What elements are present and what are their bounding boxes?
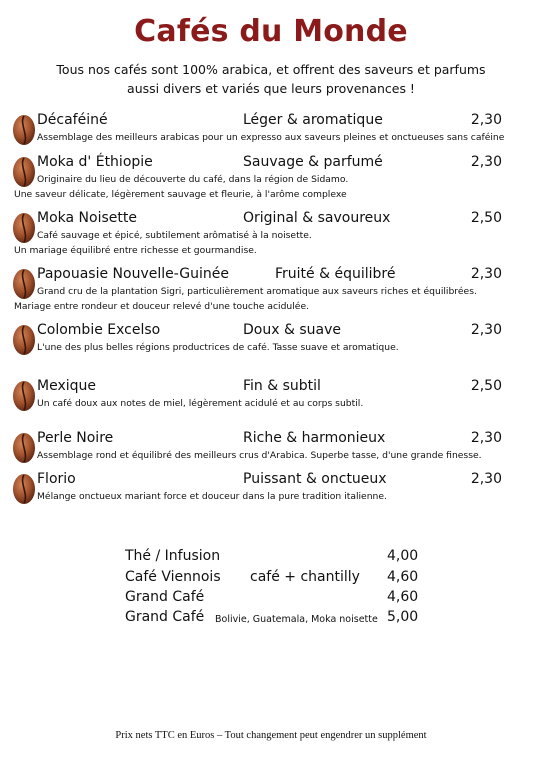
coffee-description: Assemblage des meilleurs arabicas pour un expresso aux saveurs pleines et onctueuses sans caféine xyxy=(37,132,505,143)
coffee-price: 2,30 xyxy=(470,430,502,446)
coffee-taste: Fin & subtil xyxy=(243,378,321,394)
coffee-bean-icon xyxy=(12,432,36,464)
coffee-price: 2,30 xyxy=(470,322,502,338)
coffee-description: Café sauvage et épicé, subtilement arômatisé à la noisette. xyxy=(37,230,312,241)
coffee-name: Perle Noire xyxy=(37,430,114,446)
beverage-note: café + chantilly xyxy=(250,569,360,585)
beverage-name: Thé / Infusion xyxy=(125,548,221,564)
menu-title: Cafés du Monde xyxy=(134,14,408,49)
coffee-taste: Fruité & équilibré xyxy=(275,266,396,282)
beverage-name: Café Viennois xyxy=(125,569,221,585)
beverage-price: 4,60 xyxy=(387,589,419,605)
coffee-description: Mélange onctueux mariant force et douceur dans la pure tradition italienne. xyxy=(37,491,387,502)
beverage-price: 5,00 xyxy=(387,609,419,625)
coffee-bean-icon xyxy=(12,156,36,188)
coffee-bean-icon xyxy=(12,380,36,412)
coffee-taste: Original & savoureux xyxy=(243,210,391,226)
coffee-name: Moka Noisette xyxy=(37,210,137,226)
coffee-price: 2,30 xyxy=(470,154,502,170)
coffee-taste: Sauvage & parfumé xyxy=(243,154,383,170)
coffee-name: Florio xyxy=(37,471,76,487)
subtitle-line-1: Tous nos cafés sont 100% arabica, et offrent des saveurs et parfums xyxy=(56,62,486,77)
coffee-description-2: Mariage entre rondeur et douceur relevé d'une touche acidulée. xyxy=(14,301,310,312)
coffee-taste: Riche & harmonieux xyxy=(243,430,386,446)
coffee-name: Mexique xyxy=(37,378,96,394)
coffee-description: Originaire du lieu de découverte du café, dans la région de Sidamo. xyxy=(37,174,349,185)
subtitle-line-2: aussi divers et variés que leurs provenances ! xyxy=(127,81,415,96)
coffee-description: Assemblage rond et équilibré des meilleurs crus d'Arabica. Superbe tasse, d'une grande finesse. xyxy=(37,450,482,461)
coffee-bean-icon xyxy=(12,324,36,356)
coffee-taste: Léger & aromatique xyxy=(243,112,383,128)
beverage-name: Grand Café xyxy=(125,589,205,605)
coffee-name: Papouasie Nouvelle-Guinée xyxy=(37,266,230,282)
coffee-price: 2,50 xyxy=(470,378,502,394)
coffee-description-2: Un mariage équilibré entre richesse et gourmandise. xyxy=(14,245,257,256)
coffee-price: 2,30 xyxy=(470,112,502,128)
coffee-bean-icon xyxy=(12,114,36,146)
coffee-name: Décaféiné xyxy=(37,112,108,128)
beverage-price: 4,60 xyxy=(387,569,419,585)
beverage-price: 4,00 xyxy=(387,548,419,564)
coffee-price: 2,50 xyxy=(470,210,502,226)
coffee-description: Un café doux aux notes de miel, légèrement acidulé et au corps subtil. xyxy=(37,398,364,409)
price-footnote: Prix nets TTC en Euros – Tout changement peut engendrer un supplément xyxy=(115,730,427,741)
coffee-bean-icon xyxy=(12,212,36,244)
beverage-note: Bolivie, Guatemala, Moka noisette xyxy=(215,614,378,625)
menu-subtitle xyxy=(40,60,502,98)
coffee-bean-icon xyxy=(12,268,36,300)
coffee-price: 2,30 xyxy=(470,471,502,487)
coffee-taste: Puissant & onctueux xyxy=(243,471,387,487)
coffee-taste: Doux & suave xyxy=(243,322,341,338)
coffee-name: Colombie Excelso xyxy=(37,322,161,338)
coffee-description: L'une des plus belles régions productrices de café. Tasse suave et aromatique. xyxy=(37,342,399,353)
coffee-bean-icon xyxy=(12,473,36,505)
coffee-description-2: Une saveur délicate, légèrement sauvage et fleurie, à l'arôme complexe xyxy=(14,189,347,200)
coffee-price: 2,30 xyxy=(470,266,502,282)
coffee-description: Grand cru de la plantation Sigri, particulièrement aromatique aux saveurs riches et équilibrées. xyxy=(37,286,477,297)
beverage-name: Grand Café xyxy=(125,609,205,625)
coffee-name: Moka d' Éthiopie xyxy=(37,154,153,170)
